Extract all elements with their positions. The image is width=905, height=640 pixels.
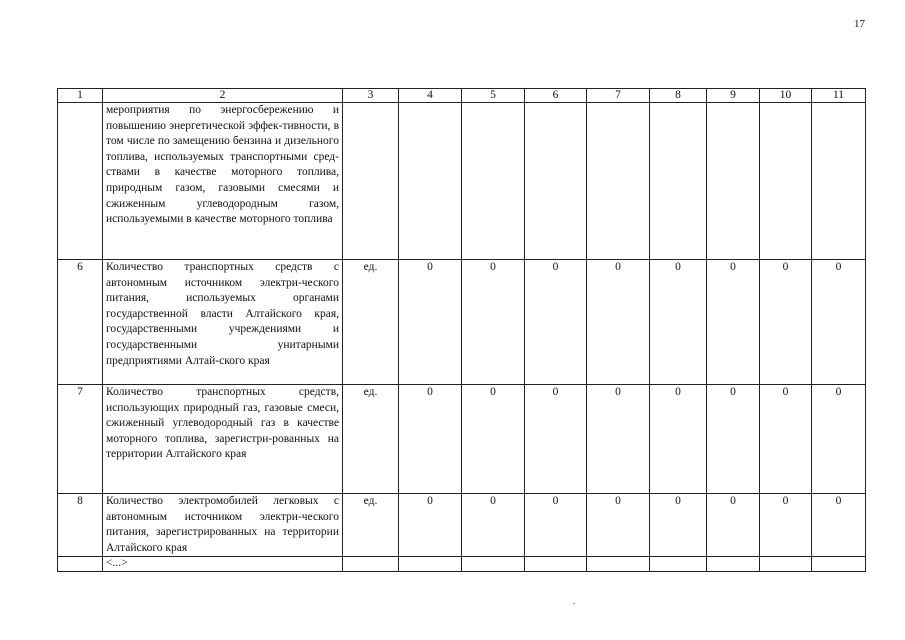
row-description: Количество транспортных средств, использующих природный газ, газовые смеси, сжиженный углеводородный газ в качестве моторного топлива, зарегистри-рованных на территории Алтайского края: [103, 385, 343, 494]
column-header: 3: [343, 89, 399, 103]
row-value: 0: [650, 385, 707, 494]
row-unit: [343, 557, 399, 572]
row-value: 0: [707, 385, 760, 494]
column-header: 1: [58, 89, 103, 103]
row-number: 8: [58, 494, 103, 557]
row-value: [650, 557, 707, 572]
row-value: 0: [462, 494, 525, 557]
scan-speck: [573, 603, 575, 604]
row-value: 0: [525, 260, 587, 385]
row-value: [462, 557, 525, 572]
row-description: Количество транспортных средств с автономным источником электри-ческого питания, используемых органами государственной власти Алтайского края, государственными учреждениями и государственными унитарными предприятиями Алтай-ского края: [103, 260, 343, 385]
row-number: [58, 557, 103, 572]
row-value: [399, 557, 462, 572]
column-header: 6: [525, 89, 587, 103]
row-value: 0: [707, 260, 760, 385]
row-unit: ед.: [343, 260, 399, 385]
row-unit: ед.: [343, 385, 399, 494]
column-header: 8: [650, 89, 707, 103]
row-value: 0: [587, 494, 650, 557]
row-value: 0: [525, 385, 587, 494]
row-value: 0: [462, 260, 525, 385]
row-value: 0: [399, 494, 462, 557]
table-row: [58, 557, 866, 572]
row-value: 0: [587, 260, 650, 385]
row-value: 0: [707, 494, 760, 557]
row-value: [525, 557, 587, 572]
column-header: 2: [103, 89, 343, 103]
row-value: [650, 103, 707, 260]
row-description: <...>: [103, 557, 343, 572]
row-value: [399, 103, 462, 260]
table-row: [58, 494, 866, 557]
table-row: [58, 103, 866, 260]
row-value: [707, 557, 760, 572]
table-row: [58, 260, 866, 385]
row-value: 0: [812, 494, 866, 557]
row-value: [462, 103, 525, 260]
row-value: [760, 103, 812, 260]
row-number: [58, 103, 103, 260]
row-number: 6: [58, 260, 103, 385]
row-value: 0: [399, 385, 462, 494]
column-header: 7: [587, 89, 650, 103]
column-header: 10: [760, 89, 812, 103]
page-number: 17: [854, 18, 865, 30]
row-value: 0: [650, 260, 707, 385]
row-value: 0: [650, 494, 707, 557]
column-header: 4: [399, 89, 462, 103]
row-unit: ед.: [343, 494, 399, 557]
row-value: 0: [525, 494, 587, 557]
row-value: [525, 103, 587, 260]
indicator-table: [57, 88, 866, 572]
row-description: Количество электромобилей легковых с автономным источником электри-ческого питания, зарегистрированных на территории Алтайского края: [103, 494, 343, 557]
row-value: 0: [760, 385, 812, 494]
column-header: 9: [707, 89, 760, 103]
column-header: 5: [462, 89, 525, 103]
row-value: 0: [760, 494, 812, 557]
row-value: [812, 103, 866, 260]
row-value: [760, 557, 812, 572]
row-value: [587, 557, 650, 572]
row-value: 0: [587, 385, 650, 494]
row-value: 0: [760, 260, 812, 385]
row-value: 0: [812, 385, 866, 494]
row-value: [587, 103, 650, 260]
table-row: [58, 385, 866, 494]
row-value: 0: [399, 260, 462, 385]
row-value: [812, 557, 866, 572]
column-header: 11: [812, 89, 866, 103]
row-value: 0: [462, 385, 525, 494]
row-value: 0: [812, 260, 866, 385]
row-description: мероприятия по энергосбережению и повышению энергетической эффек-тивности, в том числе по замещению бензина и дизельного топлива, используемых транспортными сред-ствами в качестве моторного топлива, природным газом, газовыми смесями и сжиженным углеводородным газом, используемыми в качестве моторного топлива: [103, 103, 343, 260]
row-value: [707, 103, 760, 260]
row-unit: [343, 103, 399, 260]
header-row: [58, 89, 866, 103]
row-number: 7: [58, 385, 103, 494]
